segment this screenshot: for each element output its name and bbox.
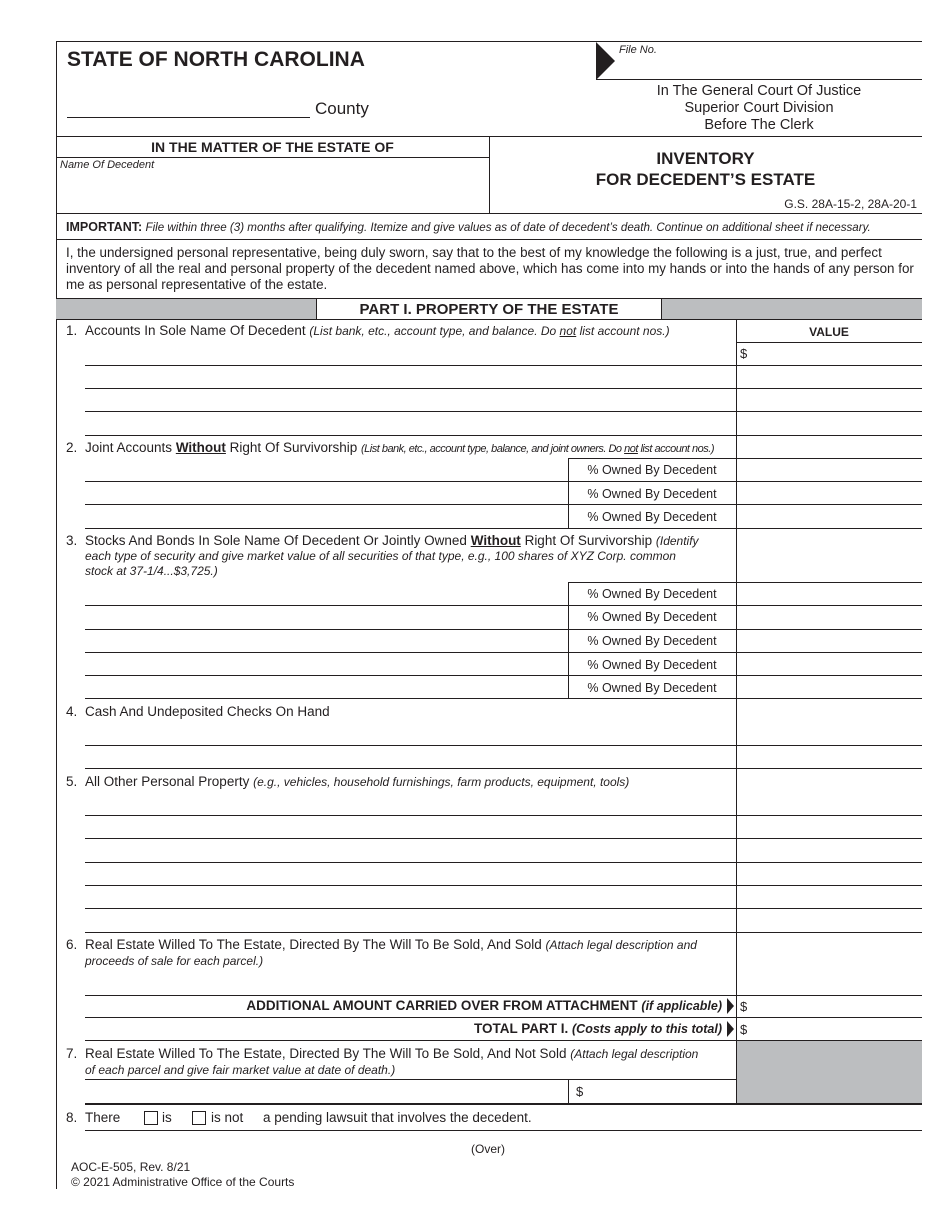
- item1-title: Accounts In Sole Name Of Decedent: [85, 323, 306, 338]
- item2-owned-3: % Owned By Decedent: [587, 510, 717, 524]
- item8-number: 8.: [66, 1110, 78, 1125]
- form-title: [489, 148, 922, 190]
- lawsuit-is-checkbox[interactable]: [144, 1111, 158, 1125]
- item7-dollar: $: [576, 1084, 584, 1099]
- total-part1-label: TOTAL PART I. (Costs apply to this total): [473, 1021, 722, 1036]
- value-header-rule: [736, 342, 922, 343]
- item1-line-3[interactable]: [85, 411, 922, 412]
- item8-is-not: is not: [211, 1110, 244, 1125]
- item1-dollar: $: [740, 346, 748, 361]
- item5-line-2[interactable]: [85, 838, 922, 839]
- important-top: [56, 213, 922, 214]
- item3-owned-3: % Owned By Decedent: [587, 634, 717, 648]
- total-dollar: $: [740, 1022, 748, 1037]
- item5-line-6[interactable]: [85, 932, 922, 933]
- top-border-right: [596, 41, 922, 42]
- item7-line[interactable]: [85, 1103, 922, 1105]
- item2-line-2[interactable]: [85, 504, 922, 505]
- item4-line-2[interactable]: [85, 768, 922, 769]
- item1-label: [85, 323, 670, 338]
- form-title-line2: FOR DECEDENT’S ESTATE: [595, 170, 816, 189]
- over-note: (Over): [471, 1142, 505, 1156]
- item1-note: (List bank, etc., account type, and balance. Do not list account nos.): [309, 324, 670, 338]
- item8-is: is: [162, 1110, 172, 1125]
- item5-line-3[interactable]: [85, 862, 922, 863]
- form-title-line1: INVENTORY: [656, 149, 755, 168]
- item2-owned-2: % Owned By Decedent: [587, 487, 717, 501]
- item7-value-border: [568, 1079, 569, 1103]
- item2-note: (List bank, etc., account type, balance, and joint owners. Do not list account nos.): [360, 443, 714, 455]
- value-header: VALUE: [809, 325, 849, 339]
- item7-rule: [85, 1079, 736, 1080]
- court-line3: Before The Clerk: [704, 117, 814, 133]
- item4-label: Cash And Undeposited Checks On Hand: [85, 704, 330, 719]
- item3-rule: [568, 582, 922, 583]
- item3-owned-4: % Owned By Decedent: [587, 658, 717, 672]
- item1-line-1[interactable]: [85, 365, 922, 366]
- item2-line-1[interactable]: [85, 481, 922, 482]
- item5-line-1[interactable]: [85, 815, 922, 816]
- state-title: STATE OF NORTH CAROLINA: [67, 48, 365, 71]
- lawsuit-is-not-checkbox[interactable]: [192, 1111, 206, 1125]
- item3-line-5[interactable]: [85, 698, 922, 699]
- item5-label: All Other Personal Property (e.g., vehicles, household furnishings, farm products, equipment, tools): [85, 774, 630, 789]
- item1-line-4[interactable]: [85, 435, 922, 436]
- item2-label: Joint Accounts Without Right Of Survivorship (List bank, etc., account type, balance, and joint owners. Do not list account nos.): [85, 440, 714, 455]
- item1-line-2[interactable]: [85, 388, 922, 389]
- item6-label: Real Estate Willed To The Estate, Directed By The Will To Be Sold, And Sold (Attach legal description and proceeds of sale for each parcel.): [85, 937, 697, 968]
- item2-number: 2.: [66, 440, 78, 455]
- value-column-border: [736, 320, 737, 1104]
- court-line1: In The General Court Of Justice: [656, 83, 862, 99]
- important-bottom: [56, 239, 922, 240]
- additional-arrow-icon: [727, 998, 734, 1014]
- county-label: County: [315, 99, 369, 118]
- item8-rest: a pending lawsuit that involves the decedent.: [263, 1110, 532, 1125]
- item5-note: (e.g., vehicles, household furnishings, farm products, equipment, tools): [253, 775, 630, 789]
- decedent-label: Name Of Decedent: [60, 159, 155, 171]
- item3-owned-1: % Owned By Decedent: [587, 587, 717, 601]
- item7-number: 7.: [66, 1046, 78, 1061]
- item4-line-1[interactable]: [85, 745, 922, 746]
- additional-amount-field[interactable]: [85, 1017, 922, 1018]
- county-field[interactable]: [67, 117, 310, 118]
- total-arrow-icon: [727, 1021, 734, 1037]
- item3-owned-2: % Owned By Decedent: [587, 610, 717, 624]
- item3-line-3[interactable]: [85, 652, 922, 653]
- file-no-arrow-icon: [596, 42, 615, 80]
- item6-line[interactable]: [85, 995, 922, 996]
- file-no-field[interactable]: [596, 79, 922, 80]
- additional-dollar: $: [740, 999, 748, 1014]
- item2-line-3[interactable]: [85, 528, 922, 529]
- item5-line-5[interactable]: [85, 908, 922, 909]
- item2-rule: [568, 458, 922, 459]
- court-line2: Superior Court Division: [684, 100, 834, 116]
- item3-number: 3.: [66, 533, 78, 548]
- part1-title: PART I. PROPERTY OF THE ESTATE: [316, 298, 662, 320]
- item3-line-1[interactable]: [85, 605, 922, 606]
- item5-number: 5.: [66, 774, 78, 789]
- item3-owned-5: % Owned By Decedent: [587, 681, 717, 695]
- important-note: [66, 220, 871, 234]
- item8-there: There: [85, 1110, 121, 1125]
- item1-number: 1.: [66, 323, 78, 338]
- form-id: AOC-E-505, Rev. 8/21: [71, 1160, 191, 1174]
- oath-text: I, the undersigned personal representative, being duly sworn, say that to the best of my knowledge the following is a just, true, and perfect inventory of all the real and personal property of the decedent named above, which has come into my hands or into the hands of any person for me as personal representative of the estate.: [66, 245, 914, 292]
- court-info: [596, 83, 922, 134]
- item7-shaded-value: [737, 1041, 922, 1103]
- matter-title: IN THE MATTER OF THE ESTATE OF: [151, 139, 394, 155]
- important-text: File within three (3) months after qualifying. Itemize and give values as of date of decedent’s death. Continue on additional sheet if necessary.: [145, 221, 871, 234]
- item6-number: 6.: [66, 937, 78, 952]
- item4-number: 4.: [66, 704, 78, 719]
- file-no-label: File No.: [619, 44, 657, 56]
- item8-line: [85, 1130, 922, 1131]
- item3-line-4[interactable]: [85, 675, 922, 676]
- additional-amount-label: ADDITIONAL AMOUNT CARRIED OVER FROM ATTACHMENT (if applicable): [246, 998, 722, 1013]
- decedent-name-field[interactable]: [56, 157, 489, 158]
- item3-line-2[interactable]: [85, 629, 922, 630]
- important-label: IMPORTANT:: [66, 220, 143, 234]
- copyright: © 2021 Administrative Office of the Courts: [71, 1175, 295, 1189]
- item2-owned-1: % Owned By Decedent: [587, 463, 717, 477]
- item5-line-4[interactable]: [85, 885, 922, 886]
- item7-label: Real Estate Willed To The Estate, Directed By The Will To Be Sold, And Not Sold (Attach legal description of each parcel and give fair market value at date of death.): [85, 1046, 699, 1077]
- statute-ref: G.S. 28A-15-2, 28A-20-1: [784, 197, 917, 211]
- item3-label: Stocks And Bonds In Sole Name Of Decedent Or Jointly Owned Without Right Of Survivorship (Identify each type of security and give market value of all securities of that type, e.g., 100 shares of XYZ Corp. common stock at 37-1/4...$3,725.): [85, 533, 699, 578]
